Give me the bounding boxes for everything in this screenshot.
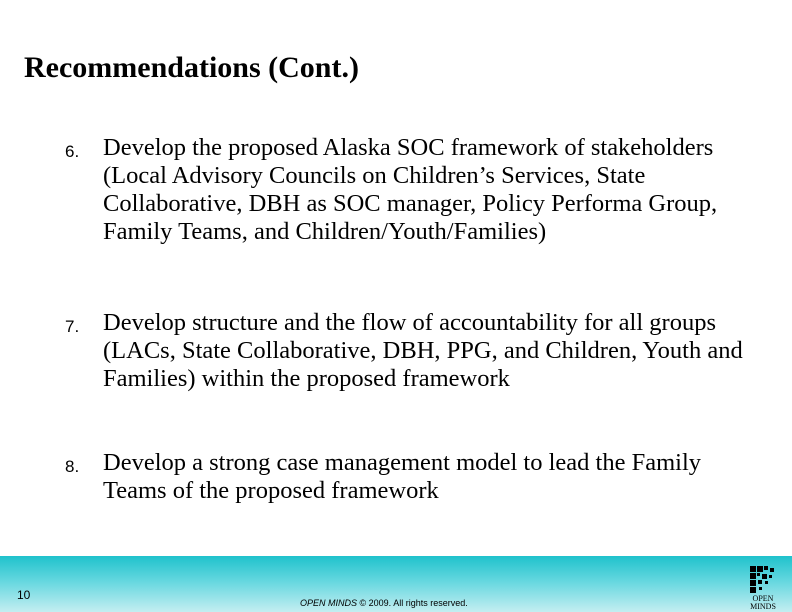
logo-text-open: OPEN [752, 594, 774, 603]
copyright-brand: OPEN MINDS [300, 598, 358, 608]
logo-mark-icon [750, 566, 776, 594]
item-text: Develop the proposed Alaska SOC framework of stakeholders (Local Advisory Councils on Children’s Services, State Collaborative, DBH as SOC manager, Policy Performa Group, Family Teams, and Children/Youth/Families) [103, 134, 718, 245]
item-text: Develop structure and the flow of accountability for all groups (LACs, State Collaborative, DBH, PPG, and Children, Youth and Families) within the proposed framework [103, 309, 743, 392]
page-number: 10 [17, 588, 31, 602]
copyright-text: © 2009. All rights reserved. [359, 598, 468, 608]
open-minds-logo [746, 566, 780, 612]
copyright-notice [300, 598, 468, 608]
item-number: 7. [65, 317, 80, 336]
item-number: 8. [65, 457, 80, 476]
logo-text-minds: MINDS [750, 602, 776, 611]
slide-title: Recommendations (Cont.) [24, 51, 359, 84]
item-text: Develop a strong case management model to lead the Family Teams of the proposed framework [103, 449, 702, 504]
item-number: 6. [65, 142, 80, 161]
footer-bar [0, 556, 792, 612]
